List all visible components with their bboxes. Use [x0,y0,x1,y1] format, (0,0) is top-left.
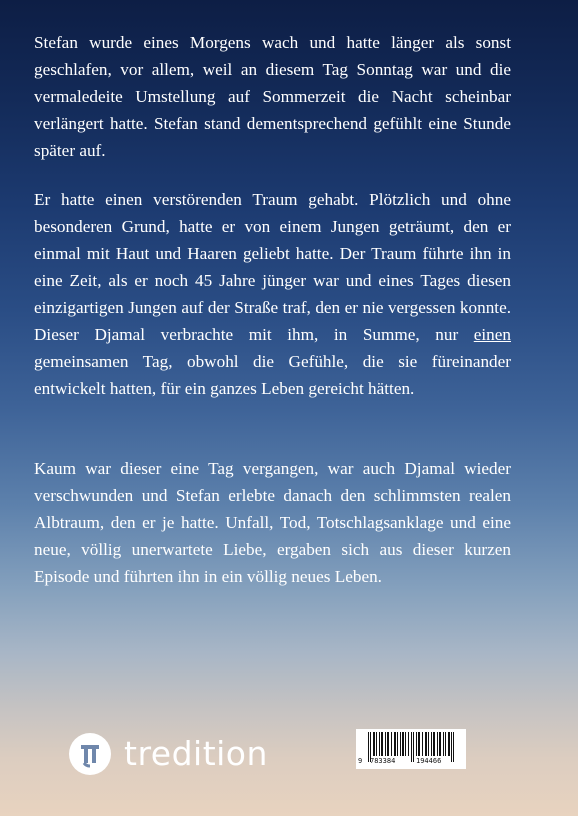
publisher-logo [69,732,268,776]
barcode-group-1: 783384 [370,757,396,765]
barcode-first-digit: 9 [358,757,363,765]
underlined-word: einen [473,325,511,344]
blurb-paragraph-2-start: Er hatte einen verstörenden Traum gehabt. Plötzlich und ohne besonderen Grund, hatte er von einem Jungen geträumt, den er einmal mit Haut und Haaren geliebt hatte. Der Traum führte ihn in eine Zeit, als er noch 45 Jahre jünger war und eines Tages diesen einzigartigen Jungen auf der Straße traf, den er nie vergessen konnte. Dieser Djamal verbrachte mit ihm, in Summe, nur [34,190,511,344]
blurb-paragraph-2 [34,186,511,402]
blurb-paragraph-2-end: gemeinsamen Tag, obwohl die Gefühle, die sie füreinander entwickelt hatten, für ein ganzes Leben gereicht hätten. [34,352,511,398]
isbn-barcode [356,729,466,769]
barcode-group-2: 194466 [416,757,442,765]
blurb-paragraph-3: Kaum war dieser eine Tag vergangen, war auch Djamal wieder verschwunden und Stefan erlebte danach den schlimmsten realen Albtraum, den er je hatte. Unfall, Tod, Totschlagsanklage und eine neue, völlig unerwartete Liebe, ergaben sich aus dieser kurzen Episode und führten ihn in ein völlig neues Leben. [34,459,511,586]
tredition-logo-icon [69,733,111,775]
blurb-paragraph-1: Stefan wurde eines Morgens wach und hatte länger als sonst geschlafen, vor allem, weil an diesem Tag Sonntag war und die vermaledeite Umstellung auf Sommerzeit die Nacht scheinbar verlängert hatte. Stefan stand dementsprechend gefühlt eine Stunde später auf. [34,33,511,160]
publisher-name: tredition [124,734,268,773]
